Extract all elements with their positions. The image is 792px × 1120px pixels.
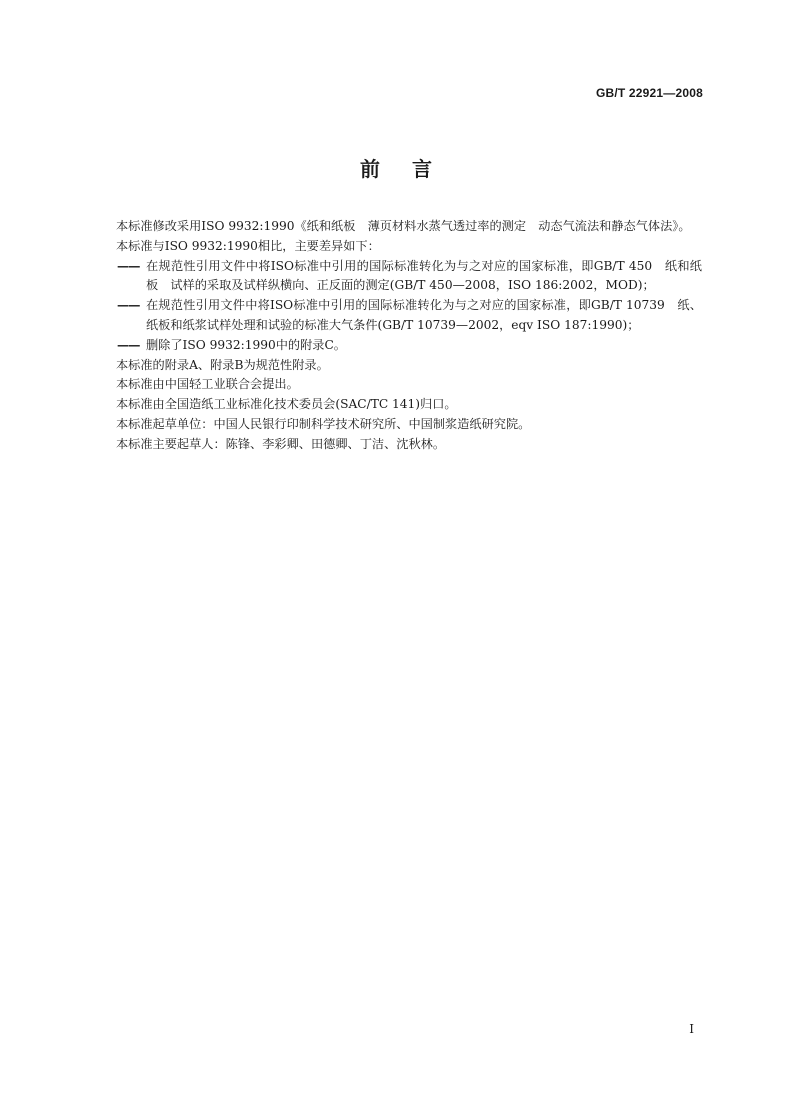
page-number: I [689, 1022, 694, 1036]
list-item [90, 257, 702, 297]
list-item-text: 删除了ISO 9932:1990中的附录C。 [146, 337, 346, 352]
list-item-text: 在规范性引用文件中将ISO标准中引用的国际标准转化为与之对应的国家标准，即GB/T 10739 纸、纸板和纸浆试样处理和试验的标准大气条件(GB/T 10739—2002，eqv ISO 187:1990)； [146, 298, 702, 332]
list-item-text: 在规范性引用文件中将ISO标准中引用的国际标准转化为与之对应的国家标准，即GB/T 450 纸和纸板 试样的采取及试样纵横向、正反面的测定(GB/T 450—2008，ISO 186:2002，MOD)； [146, 258, 702, 293]
list-item [90, 336, 702, 356]
document-body [90, 217, 702, 455]
dash-marker: —— [117, 258, 140, 273]
page-title: 前言 [360, 157, 464, 181]
list-item [90, 296, 702, 336]
paragraph-proposed-by: 本标准由中国轻工业联合会提出。 [116, 377, 299, 392]
dash-marker: —— [117, 337, 140, 352]
paragraph-adoption: 本标准修改采用ISO 9932:1990《纸和纸板 薄页材料水蒸气透过率的测定 动态气流法和静态气体法》。 [116, 219, 691, 233]
paragraph-drafters: 本标准主要起草人：陈锋、李彩卿、田德卿、丁洁、沈秋林。 [116, 436, 446, 451]
paragraph-annexes: 本标准的附录A、附录B为规范性附录。 [116, 357, 329, 372]
paragraph-differences-intro: 本标准与ISO 9932:1990相比，主要差异如下： [116, 238, 380, 253]
paragraph-centralized-by: 本标准由全国造纸工业标准化技术委员会(SAC/TC 141)归口。 [116, 397, 457, 412]
paragraph-drafting-units: 本标准起草单位：中国人民银行印制科学技术研究所、中国制浆造纸研究院。 [116, 416, 531, 431]
standard-code: GB/T 22921—2008 [595, 86, 703, 100]
dash-marker: —— [117, 298, 140, 313]
